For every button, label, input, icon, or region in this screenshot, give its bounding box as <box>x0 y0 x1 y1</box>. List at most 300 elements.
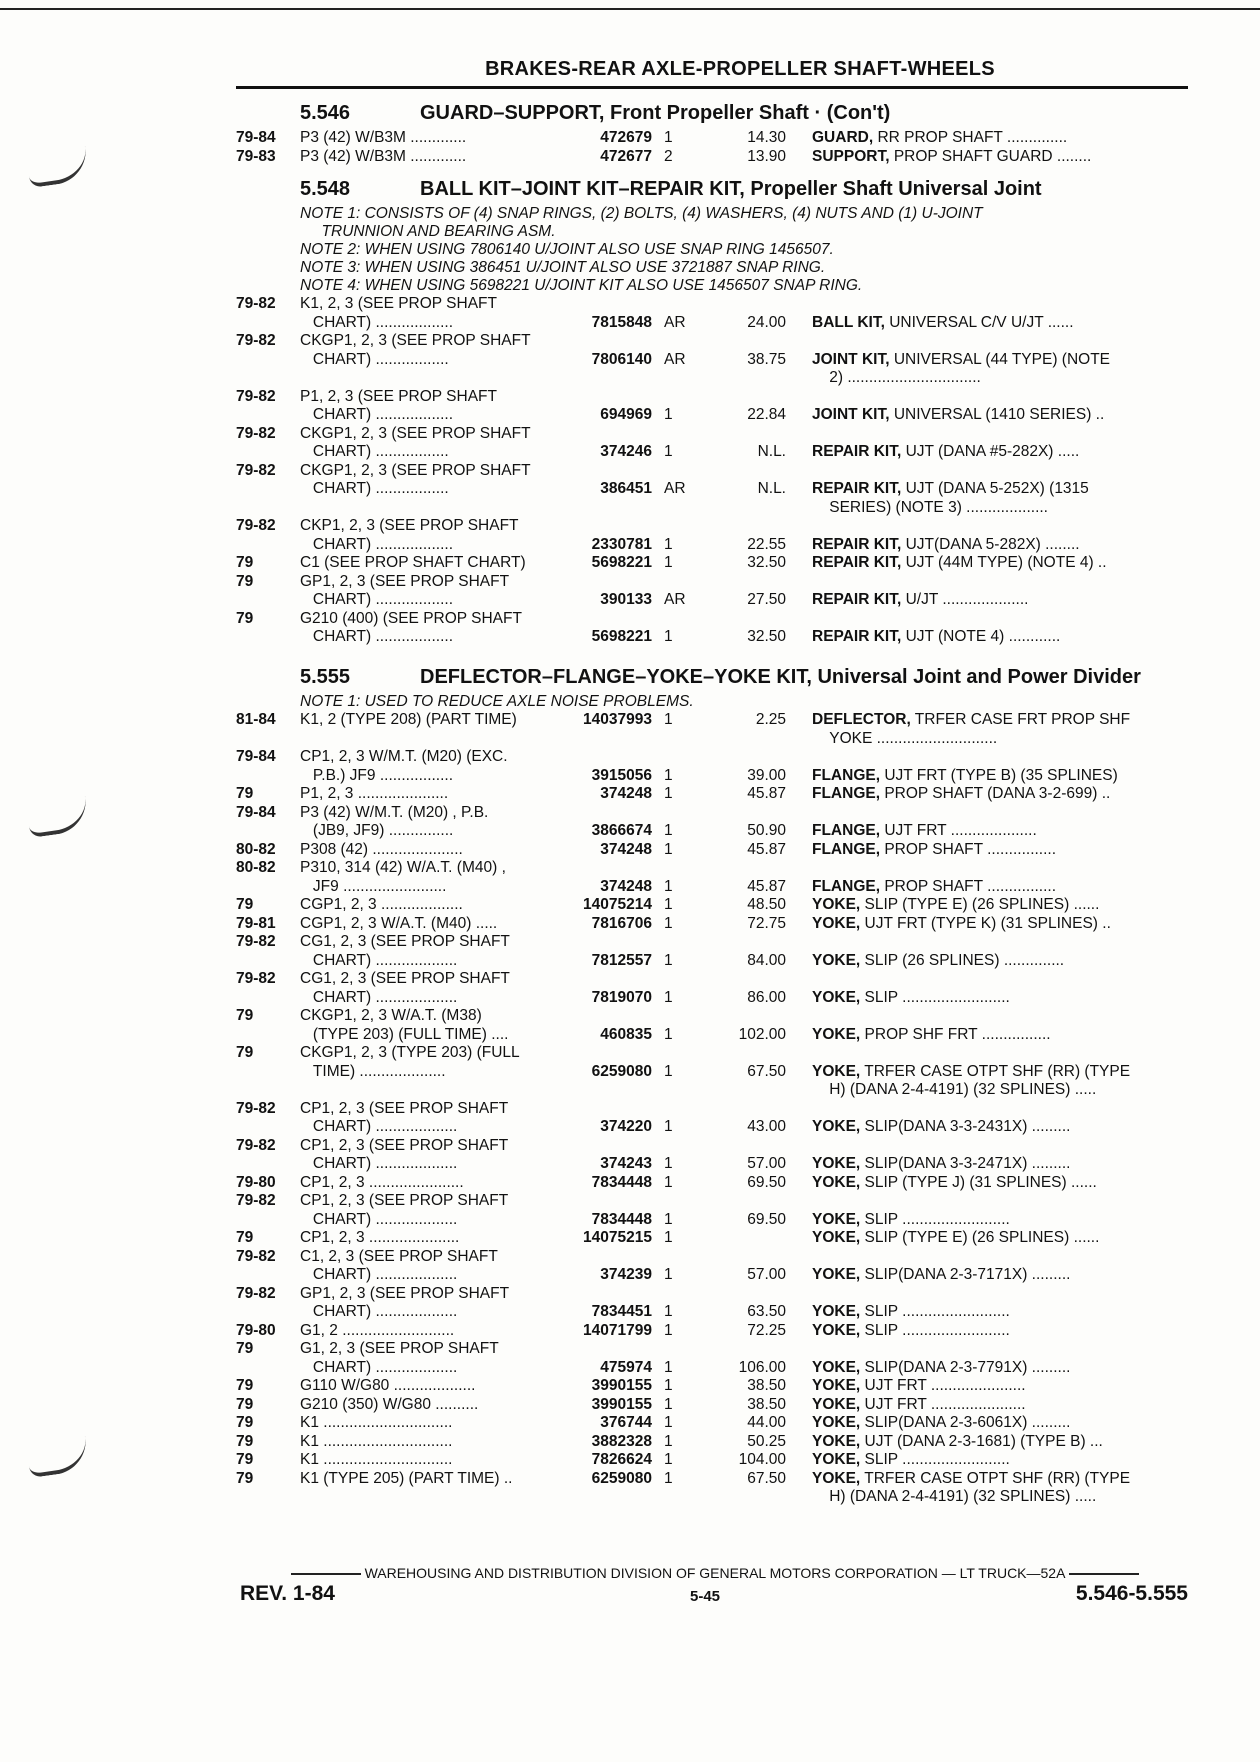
part-number-cell: 460835 <box>600 1025 652 1043</box>
parts-row <box>236 1451 1196 1470</box>
application-cell: CP1, 2, 3 (SEE PROP SHAFT CHART) ................... <box>300 1192 509 1228</box>
quantity-cell: 1 <box>664 1321 673 1339</box>
description-name: YOKE, <box>812 1377 861 1394</box>
part-number-cell: 3990155 <box>591 1377 652 1394</box>
year-cell: 80-82 <box>236 859 276 876</box>
section-title: DEFLECTOR–FLANGE–YOKE–YOKE KIT, Universal Joint and Power Divider <box>420 666 1141 688</box>
description-cell <box>786 859 1196 896</box>
part-number-cell: 472677 <box>600 147 652 165</box>
description-cell <box>786 1137 1196 1174</box>
description-cell <box>786 332 1196 388</box>
section-note: NOTE 4: WHEN USING 5698221 U/JOINT KIT ALSO USE 1456507 SNAP RING. <box>300 277 863 294</box>
parts-row <box>236 295 1196 332</box>
parts-row <box>236 1229 1196 1248</box>
section-note: NOTE 1: CONSISTS OF (4) SNAP RINGS, (2) BOLTS, (4) WASHERS, (4) NUTS AND (1) U-JOINT TRUNNION AND BEARING ASM. <box>300 205 983 240</box>
header-rule <box>236 86 1188 89</box>
parts-row <box>236 1137 1196 1174</box>
description-detail: UJT (NOTE 4) ............ <box>901 628 1061 645</box>
part-number-cell: 7826624 <box>591 1451 652 1468</box>
description-cell <box>786 462 1196 518</box>
parts-row <box>236 1340 1196 1377</box>
quantity-cell: 1 <box>664 1432 673 1450</box>
parts-row <box>236 1470 1196 1507</box>
description-name: YOKE, <box>812 1451 861 1468</box>
section-note: NOTE 3: WHEN USING 386451 U/JOINT ALSO USE 3721887 SNAP RING. <box>300 259 826 276</box>
part-number-cell: 7815848 <box>591 313 652 331</box>
description-name: YOKE, <box>812 1155 861 1172</box>
description-detail: U/JT .................... <box>901 591 1029 608</box>
description-cell <box>786 785 1196 804</box>
quantity-cell: 2 <box>664 147 673 165</box>
application-cell: CKP1, 2, 3 (SEE PROP SHAFT CHART) .................. <box>300 517 519 553</box>
year-cell: 79 <box>236 609 254 627</box>
description-cell <box>786 1414 1196 1433</box>
parts-row <box>236 517 1196 554</box>
quantity-cell: 1 <box>664 1229 673 1246</box>
description-detail: TRFER CASE OTPT SHF (RR) (TYPE H) (DANA 2-4-4191) (32 SPLINES) ..... <box>829 1062 1131 1098</box>
price-cell: N.L. <box>757 443 786 460</box>
description-detail: UJT (DANA 5-252X) (1315 SERIES) (NOTE 3) ................... <box>829 480 1089 516</box>
year-cell: 79-82 <box>236 332 276 349</box>
description-detail: SLIP ......................... <box>860 988 1010 1006</box>
year-cell: 79 <box>236 1229 254 1246</box>
price-cell: 38.50 <box>747 1395 786 1413</box>
parts-row <box>236 425 1196 462</box>
price-cell: 44.00 <box>747 1414 786 1431</box>
year-cell: 79 <box>236 1414 254 1431</box>
price-cell: 50.90 <box>747 822 786 839</box>
quantity-cell: 1 <box>664 1451 673 1468</box>
year-cell: 79-80 <box>236 1321 276 1339</box>
description-name: YOKE, <box>812 1395 861 1413</box>
application-cell: CGP1, 2, 3 W/A.T. (M40) ..... <box>300 914 498 932</box>
description-name: FLANGE, <box>812 822 881 839</box>
parts-row <box>236 804 1196 841</box>
description-detail: SLIP (26 SPLINES) .............. <box>860 951 1065 969</box>
parts-row <box>236 1044 1196 1100</box>
year-cell: 79-84 <box>236 803 276 821</box>
year-cell: 79-82 <box>236 1192 276 1209</box>
quantity-cell: 1 <box>664 877 673 895</box>
description-name: YOKE, <box>812 1118 861 1135</box>
quantity-cell: 1 <box>664 1173 673 1191</box>
section-heading <box>236 666 1196 689</box>
parts-row <box>236 1100 1196 1137</box>
parts-row <box>236 1414 1196 1433</box>
price-cell: 2.25 <box>755 711 786 728</box>
description-detail: SLIP ......................... <box>860 1210 1010 1228</box>
year-cell: 79-82 <box>236 387 276 405</box>
description-cell <box>786 896 1196 915</box>
application-cell: C1 (SEE PROP SHAFT CHART) <box>300 554 526 571</box>
part-number-cell: 374246 <box>600 443 652 460</box>
description-name: YOKE, <box>812 988 861 1006</box>
description-detail: TRFER CASE FRT PROP SHF YOKE ............................ <box>829 711 1131 747</box>
description-detail: SLIP(DANA 2-3-7791X) ......... <box>860 1358 1071 1376</box>
application-cell: K1, 2 (TYPE 208) (PART TIME) <box>300 711 517 728</box>
top-rule <box>0 8 1260 10</box>
part-number-cell: 7819070 <box>591 988 652 1006</box>
year-cell: 80-82 <box>236 840 276 858</box>
binding-hole <box>26 796 90 838</box>
description-name: REPAIR KIT, <box>812 554 902 571</box>
application-cell: CKGP1, 2, 3 (TYPE 203) (FULL TIME) .................... <box>300 1044 520 1080</box>
part-number-cell: 14075214 <box>583 896 652 913</box>
description-detail: SLIP(DANA 2-3-7171X) ......... <box>860 1266 1071 1283</box>
part-number-cell: 7812557 <box>591 951 652 969</box>
description-name: REPAIR KIT, <box>812 628 902 645</box>
quantity-cell: 1 <box>664 1210 673 1228</box>
description-detail: SLIP (TYPE E) (26 SPLINES) ...... <box>860 1229 1100 1246</box>
quantity-cell: 1 <box>664 554 673 571</box>
price-cell: 45.87 <box>747 877 786 895</box>
description-cell <box>786 933 1196 970</box>
parts-row <box>236 332 1196 388</box>
description-cell <box>786 554 1196 573</box>
description-cell <box>786 1192 1196 1229</box>
description-detail: SLIP(DANA 3-3-2431X) ......... <box>860 1118 1071 1135</box>
description-cell <box>786 711 1196 748</box>
description-cell <box>786 1451 1196 1470</box>
price-cell: 32.50 <box>747 628 786 645</box>
quantity-cell: 1 <box>664 1377 673 1394</box>
section-note: NOTE 2: WHEN USING 7806140 U/JOINT ALSO USE SNAP RING 1456507. <box>300 241 834 258</box>
section-heading <box>236 178 1196 201</box>
section-range: 5.546-5.555 <box>1075 1582 1188 1605</box>
section-number: 5.548 <box>300 178 351 200</box>
description-cell <box>786 129 1196 148</box>
price-cell: 57.00 <box>747 1155 786 1172</box>
application-cell: P1, 2, 3 (SEE PROP SHAFT CHART) .................. <box>300 387 497 423</box>
part-number-cell: 3882328 <box>591 1432 652 1450</box>
quantity-cell: 1 <box>664 1062 673 1080</box>
price-cell: 39.00 <box>747 766 786 784</box>
description-detail: UNIVERSAL (1410 SERIES) .. <box>889 406 1105 423</box>
price-cell: 38.50 <box>747 1377 786 1394</box>
quantity-cell: 1 <box>664 914 673 932</box>
year-cell: 79 <box>236 896 254 913</box>
year-cell: 79 <box>236 1377 254 1394</box>
quantity-cell: 1 <box>664 129 673 146</box>
description-name: YOKE, <box>812 1321 861 1339</box>
application-cell: G210 (400) (SEE PROP SHAFT CHART) .................. <box>300 609 522 645</box>
section-heading <box>236 102 1196 125</box>
price-cell: 50.25 <box>747 1432 786 1450</box>
description-name: DEFLECTOR, <box>812 711 911 728</box>
part-number-cell: 475974 <box>600 1358 652 1376</box>
price-cell: 14.30 <box>747 129 786 146</box>
description-name: JOINT KIT, <box>812 350 890 368</box>
application-cell: CGP1, 2, 3 ................... <box>300 896 463 913</box>
quantity-cell: AR <box>664 591 686 608</box>
description-cell <box>786 425 1196 462</box>
part-number-cell: 7834448 <box>591 1173 652 1191</box>
quantity-cell: 1 <box>664 1025 673 1043</box>
year-cell: 79-82 <box>236 1284 276 1302</box>
part-number-cell: 7806140 <box>591 350 652 368</box>
year-cell: 79 <box>236 572 254 590</box>
part-number-cell: 390133 <box>600 591 652 608</box>
description-name: FLANGE, <box>812 785 881 802</box>
description-detail: SLIP (TYPE J) (31 SPLINES) ...... <box>860 1173 1097 1191</box>
application-cell: CG1, 2, 3 (SEE PROP SHAFT CHART) ................... <box>300 970 510 1006</box>
description-name: REPAIR KIT, <box>812 591 902 608</box>
description-name: FLANGE, <box>812 840 881 858</box>
description-detail: PROP SHF FRT ................ <box>860 1025 1051 1043</box>
quantity-cell: AR <box>664 480 686 497</box>
footer-division <box>240 1565 1190 1581</box>
application-cell: CP1, 2, 3 (SEE PROP SHAFT CHART) ................... <box>300 1136 509 1172</box>
page-number: 5-45 <box>690 1588 721 1605</box>
part-number-cell: 7834448 <box>591 1210 652 1228</box>
quantity-cell: 1 <box>664 822 673 839</box>
year-cell: 79-81 <box>236 914 276 932</box>
price-cell: 22.55 <box>747 535 786 553</box>
description-cell <box>786 1433 1196 1452</box>
description-cell <box>786 1100 1196 1137</box>
part-number-cell: 374248 <box>600 785 652 802</box>
part-number-cell: 374243 <box>600 1155 652 1172</box>
section-title: GUARD–SUPPORT, Front Propeller Shaft · (Con't) <box>420 102 891 124</box>
parts-row <box>236 711 1196 748</box>
price-cell: 13.90 <box>747 147 786 165</box>
application-cell: C1, 2, 3 (SEE PROP SHAFT CHART) ................... <box>300 1247 498 1283</box>
price-cell: 45.87 <box>747 840 786 858</box>
part-number-cell: 386451 <box>600 480 652 497</box>
description-detail: UNIVERSAL (44 TYPE) (NOTE 2) ............................... <box>829 350 1111 386</box>
year-cell: 79-84 <box>236 748 276 765</box>
description-name: YOKE, <box>812 951 861 969</box>
year-cell: 79-82 <box>236 970 276 987</box>
description-cell <box>786 970 1196 1007</box>
parts-row <box>236 748 1196 785</box>
description-name: FLANGE, <box>812 877 881 895</box>
year-cell: 79-82 <box>236 424 276 442</box>
application-cell: P1, 2, 3 ..................... <box>300 785 449 802</box>
description-cell <box>786 1396 1196 1415</box>
application-cell: G210 (350) W/G80 .......... <box>300 1395 479 1413</box>
application-cell: K1 .............................. <box>300 1414 453 1431</box>
price-cell: 63.50 <box>747 1303 786 1320</box>
part-number-cell: 14037993 <box>583 711 652 728</box>
year-cell: 79-82 <box>236 461 276 479</box>
price-cell: 38.75 <box>747 350 786 368</box>
quantity-cell: 1 <box>664 988 673 1006</box>
part-number-cell: 374239 <box>600 1266 652 1283</box>
part-number-cell: 14071799 <box>583 1321 652 1339</box>
application-cell: CKGP1, 2, 3 W/A.T. (M38) (TYPE 203) (FULL TIME) .... <box>300 1007 509 1043</box>
part-number-cell: 374248 <box>600 840 652 858</box>
description-cell <box>786 295 1196 332</box>
parts-row <box>236 859 1196 896</box>
parts-row <box>236 1248 1196 1285</box>
year-cell: 79 <box>236 1007 254 1024</box>
application-cell: P3 (42) W/B3M ............. <box>300 147 467 165</box>
quantity-cell: AR <box>664 313 686 331</box>
description-name: REPAIR KIT, <box>812 480 902 497</box>
year-cell: 79-82 <box>236 517 276 534</box>
price-cell: 72.75 <box>747 914 786 932</box>
description-detail: SLIP ......................... <box>860 1451 1010 1468</box>
parts-row <box>236 785 1196 804</box>
year-cell: 79-82 <box>236 1099 276 1117</box>
description-name: YOKE, <box>812 1025 861 1043</box>
part-number-cell: 2330781 <box>591 535 652 553</box>
description-cell <box>786 1470 1196 1507</box>
application-cell: K1 .............................. <box>300 1432 453 1450</box>
part-number-cell: 3866674 <box>591 822 652 839</box>
description-name: SUPPORT, <box>812 147 890 165</box>
description-cell <box>786 388 1196 425</box>
description-cell <box>786 1229 1196 1248</box>
description-cell <box>786 1285 1196 1322</box>
description-detail: PROP SHAFT (DANA 3-2-699) .. <box>880 785 1111 802</box>
description-name: YOKE, <box>812 1469 861 1487</box>
description-detail: SLIP (TYPE E) (26 SPLINES) ...... <box>860 896 1100 913</box>
application-cell: P310, 314 (42) W/A.T. (M40) , JF9 ........................ <box>300 859 506 895</box>
description-name: FLANGE, <box>812 766 881 784</box>
application-cell: CKGP1, 2, 3 (SEE PROP SHAFT CHART) ................. <box>300 332 531 368</box>
year-cell: 81-84 <box>236 711 276 728</box>
application-cell: GP1, 2, 3 (SEE PROP SHAFT CHART) ................... <box>300 1284 510 1320</box>
part-number-cell: 5698221 <box>591 554 652 571</box>
quantity-cell: 1 <box>664 840 673 858</box>
description-name: YOKE, <box>812 1229 861 1246</box>
price-cell: 22.84 <box>747 406 786 423</box>
description-cell <box>786 1007 1196 1044</box>
year-cell: 79 <box>236 1432 254 1450</box>
application-cell: P3 (42) W/M.T. (M20) , P.B. (JB9, JF9) ............... <box>300 803 489 839</box>
application-cell: K1 .............................. <box>300 1451 453 1468</box>
description-detail: UJT FRT .................... <box>880 822 1037 839</box>
application-cell: K1, 2, 3 (SEE PROP SHAFT CHART) .................. <box>300 295 497 331</box>
parts-row <box>236 554 1196 573</box>
description-cell <box>786 1248 1196 1285</box>
price-cell: 24.00 <box>747 313 786 331</box>
description-name: YOKE, <box>812 1432 861 1450</box>
price-cell: 69.50 <box>747 1210 786 1228</box>
section-5-546 <box>236 100 1196 166</box>
description-cell <box>786 1322 1196 1341</box>
quantity-cell: 1 <box>664 1303 673 1320</box>
parts-row <box>236 1322 1196 1341</box>
revision-label: REV. 1-84 <box>240 1582 335 1605</box>
description-detail: UJT (DANA 2-3-1681) (TYPE B) ... <box>860 1432 1103 1450</box>
description-name: YOKE, <box>812 1266 861 1283</box>
quantity-cell: AR <box>664 350 686 368</box>
parts-row <box>236 1007 1196 1044</box>
description-detail: SLIP ......................... <box>860 1303 1010 1320</box>
part-number-cell: 694969 <box>600 406 652 423</box>
description-detail: PROP SHAFT ................ <box>880 877 1057 895</box>
price-cell: 45.87 <box>747 785 786 802</box>
part-number-cell: 5698221 <box>591 628 652 645</box>
parts-row <box>236 1377 1196 1396</box>
section-title: BALL KIT–JOINT KIT–REPAIR KIT, Propeller Shaft Universal Joint <box>420 178 1042 200</box>
description-name: REPAIR KIT, <box>812 535 902 553</box>
parts-row <box>236 1396 1196 1415</box>
price-cell: 86.00 <box>747 988 786 1006</box>
parts-row <box>236 1174 1196 1193</box>
description-name: YOKE, <box>812 1414 861 1431</box>
description-name: YOKE, <box>812 896 861 913</box>
year-cell: 79 <box>236 1395 254 1413</box>
year-cell: 79-82 <box>236 1247 276 1265</box>
page-header-title: BRAKES-REAR AXLE-PROPELLER SHAFT-WHEELS <box>485 58 995 80</box>
description-cell <box>786 748 1196 785</box>
quantity-cell: 1 <box>664 1414 673 1431</box>
part-number-cell: 376744 <box>600 1414 652 1431</box>
year-cell: 79 <box>236 554 254 571</box>
quantity-cell: 1 <box>664 785 673 802</box>
parts-row <box>236 129 1196 148</box>
description-cell <box>786 517 1196 554</box>
price-cell: 43.00 <box>747 1118 786 1135</box>
year-cell: 79 <box>236 785 254 802</box>
parts-row <box>236 388 1196 425</box>
year-cell: 79-82 <box>236 1136 276 1154</box>
description-name: BALL KIT, <box>812 313 885 331</box>
application-cell: G110 W/G80 ................... <box>300 1377 476 1394</box>
price-cell: 48.50 <box>747 896 786 913</box>
parts-row <box>236 841 1196 860</box>
application-cell: CP1, 2, 3 W/M.T. (M20) (EXC. P.B.) JF9 ................. <box>300 748 508 784</box>
application-cell: P308 (42) ..................... <box>300 840 463 858</box>
parts-row <box>236 610 1196 647</box>
parts-row <box>236 896 1196 915</box>
description-name: YOKE, <box>812 1210 861 1228</box>
quantity-cell: 1 <box>664 766 673 784</box>
price-cell: 102.00 <box>738 1025 786 1043</box>
description-detail: UJT (44M TYPE) (NOTE 4) .. <box>901 554 1107 571</box>
description-cell <box>786 610 1196 647</box>
part-number-cell: 7834451 <box>591 1303 652 1320</box>
description-cell <box>786 1340 1196 1377</box>
quantity-cell: 1 <box>664 711 673 728</box>
binding-hole <box>26 146 90 188</box>
description-name: YOKE, <box>812 1173 861 1191</box>
description-name: YOKE, <box>812 1062 861 1080</box>
price-cell: 69.50 <box>747 1173 786 1191</box>
description-name: REPAIR KIT, <box>812 443 902 460</box>
part-number-cell: 6259080 <box>591 1062 652 1080</box>
application-cell: G1, 2, 3 (SEE PROP SHAFT CHART) ................... <box>300 1340 499 1376</box>
quantity-cell: 1 <box>664 896 673 913</box>
application-cell: CP1, 2, 3 ...................... <box>300 1173 464 1191</box>
parts-row <box>236 462 1196 518</box>
quantity-cell: 1 <box>664 1118 673 1135</box>
application-cell: CG1, 2, 3 (SEE PROP SHAFT CHART) ................... <box>300 933 510 969</box>
section-number: 5.555 <box>300 666 351 688</box>
price-cell: 67.50 <box>747 1062 786 1080</box>
section-note: NOTE 1: USED TO REDUCE AXLE NOISE PROBLEMS. <box>300 693 694 710</box>
quantity-cell: 1 <box>664 1395 673 1413</box>
description-detail: UJT FRT (TYPE K) (31 SPLINES) .. <box>860 914 1111 932</box>
quantity-cell: 1 <box>664 628 673 645</box>
part-number-cell: 3915056 <box>591 766 652 784</box>
application-cell: CP1, 2, 3 ..................... <box>300 1229 460 1246</box>
part-number-cell: 14075215 <box>583 1229 652 1246</box>
description-detail: UJT FRT (TYPE B) (35 SPLINES) <box>880 766 1118 784</box>
description-detail: UJT (DANA #5-282X) ..... <box>901 443 1080 460</box>
quantity-cell: 1 <box>664 406 673 423</box>
section-5-548 <box>236 176 1196 647</box>
description-cell <box>786 841 1196 860</box>
description-detail: SLIP(DANA 2-3-6061X) ......... <box>860 1414 1071 1431</box>
description-cell <box>786 1174 1196 1193</box>
price-cell: 57.00 <box>747 1266 786 1283</box>
description-cell <box>786 1377 1196 1396</box>
